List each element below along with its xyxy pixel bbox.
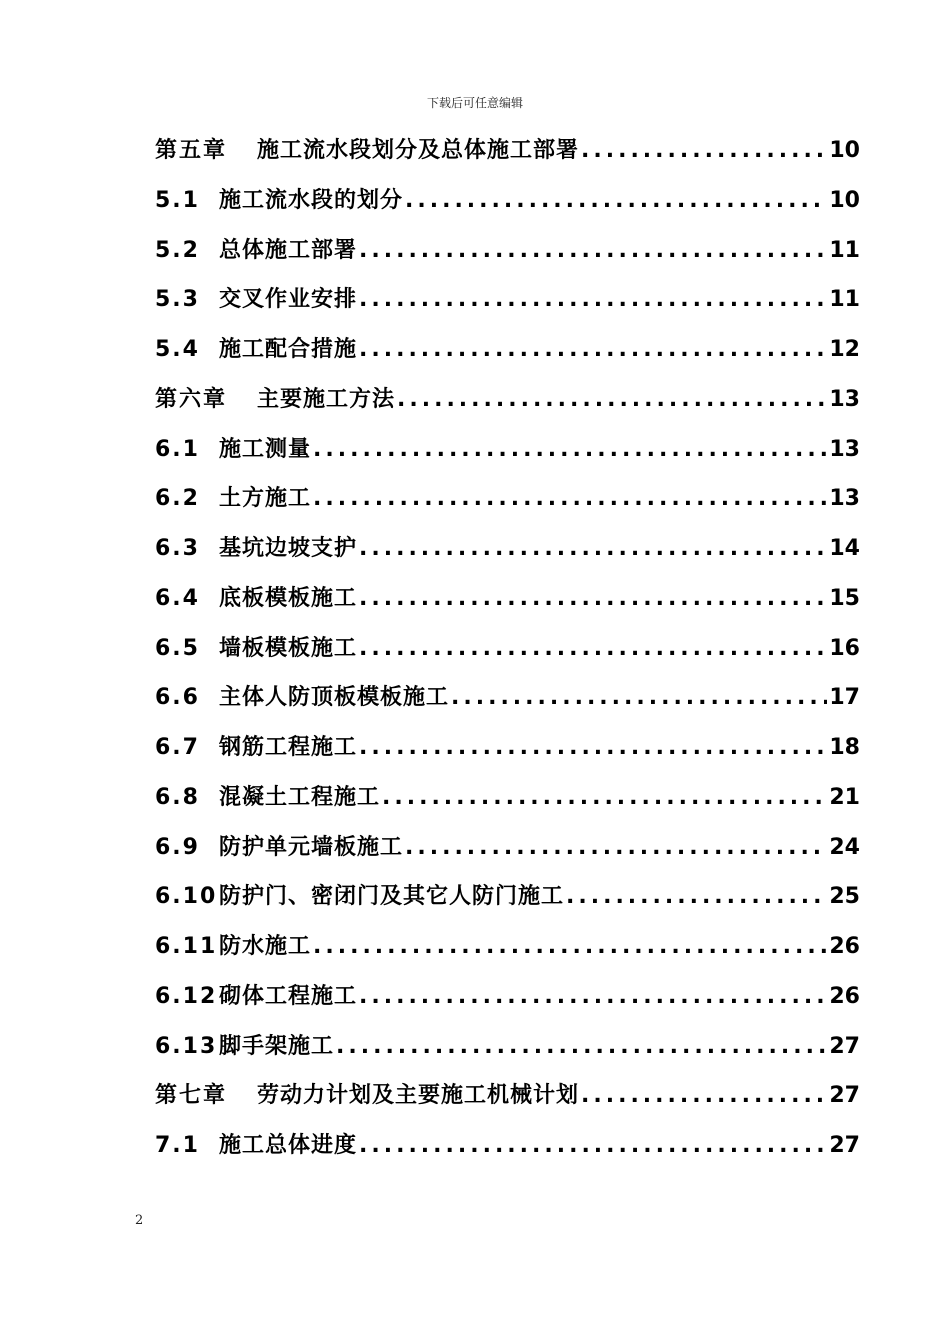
toc-section-entry[interactable] <box>155 630 860 680</box>
toc-entry-page: 25 <box>829 884 860 910</box>
toc-entry-number: 第五章 <box>155 138 228 163</box>
toc-entry-page: 27 <box>829 1133 860 1158</box>
toc-dot-leader <box>405 182 827 220</box>
toc-entry-title: 施工测量 <box>219 436 312 462</box>
toc-dot-leader <box>359 1127 827 1165</box>
toc-entry-title: 底板模板施工 <box>219 585 358 611</box>
toc-dot-leader <box>313 480 827 518</box>
toc-section-entry[interactable] <box>155 281 860 331</box>
toc-dot-leader <box>566 878 827 916</box>
toc-entry-page: 27 <box>829 1083 860 1109</box>
toc-section-entry[interactable] <box>155 1127 860 1177</box>
toc-section-entry[interactable] <box>155 530 860 580</box>
table-of-contents <box>155 132 860 1177</box>
toc-dot-leader <box>382 779 827 817</box>
toc-section-entry[interactable] <box>155 729 860 779</box>
toc-entry-title: 砌体工程施工 <box>219 983 358 1009</box>
toc-chapter-entry[interactable] <box>155 1077 860 1127</box>
toc-dot-leader <box>359 580 827 618</box>
toc-entry-number: 6.11 <box>155 934 218 959</box>
toc-entry-page: 27 <box>829 1033 860 1059</box>
toc-entry-number: 6.7 <box>155 735 200 760</box>
toc-entry-number: 6.13 <box>155 1033 218 1059</box>
toc-entry-title: 防护门、密闭门及其它人防门施工 <box>219 884 565 910</box>
toc-entry-number: 第七章 <box>155 1083 228 1109</box>
toc-entry-number: 6.9 <box>155 834 200 860</box>
toc-entry-page: 15 <box>829 585 860 611</box>
toc-entry-number: 6.8 <box>155 784 200 810</box>
toc-section-entry[interactable] <box>155 182 860 232</box>
toc-entry-title: 防水施工 <box>219 934 312 959</box>
toc-dot-leader <box>359 232 827 270</box>
toc-section-entry[interactable] <box>155 232 860 282</box>
toc-dot-leader <box>397 381 827 419</box>
toc-entry-title: 防护单元墙板施工 <box>219 834 404 860</box>
toc-entry-title: 主体人防顶板模板施工 <box>219 685 450 711</box>
toc-entry-number: 6.3 <box>155 536 200 561</box>
toc-entry-title: 交叉作业安排 <box>219 287 358 313</box>
toc-entry-number: 5.3 <box>155 287 200 313</box>
toc-dot-leader <box>405 829 827 867</box>
toc-entry-title: 基坑边坡支护 <box>219 536 358 561</box>
toc-section-entry[interactable] <box>155 829 860 879</box>
toc-entry-page: 24 <box>829 834 860 860</box>
toc-section-entry[interactable] <box>155 779 860 829</box>
toc-entry-page: 26 <box>829 983 860 1009</box>
toc-entry-number: 5.4 <box>155 337 200 362</box>
toc-dot-leader <box>581 1077 827 1115</box>
toc-section-entry[interactable] <box>155 928 860 978</box>
toc-entry-number: 6.6 <box>155 685 200 711</box>
toc-entry-title: 主要施工方法 <box>257 386 396 412</box>
toc-section-entry[interactable] <box>155 1028 860 1078</box>
toc-entry-page: 12 <box>829 337 860 362</box>
toc-entry-number: 7.1 <box>155 1133 200 1158</box>
toc-entry-page: 26 <box>829 934 860 959</box>
toc-entry-number: 6.1 <box>155 436 200 462</box>
toc-dot-leader <box>313 431 827 469</box>
toc-dot-leader <box>359 281 827 319</box>
toc-dot-leader <box>451 679 827 717</box>
toc-entry-number: 5.2 <box>155 237 200 263</box>
toc-entry-page: 16 <box>829 635 860 661</box>
toc-dot-leader <box>313 928 827 966</box>
toc-dot-leader <box>336 1028 827 1066</box>
toc-dot-leader <box>581 132 827 170</box>
toc-entry-page: 11 <box>829 287 860 313</box>
toc-dot-leader <box>359 530 827 568</box>
toc-entry-number: 6.12 <box>155 983 218 1009</box>
toc-dot-leader <box>359 630 827 668</box>
toc-section-entry[interactable] <box>155 431 860 481</box>
toc-entry-page: 18 <box>829 735 860 760</box>
toc-entry-title: 脚手架施工 <box>219 1033 335 1059</box>
toc-entry-page: 13 <box>829 436 860 462</box>
toc-entry-page: 13 <box>829 386 860 412</box>
toc-section-entry[interactable] <box>155 679 860 729</box>
toc-entry-number: 6.2 <box>155 486 200 512</box>
toc-section-entry[interactable] <box>155 978 860 1028</box>
toc-entry-title: 总体施工部署 <box>219 237 358 263</box>
toc-entry-number: 第六章 <box>155 386 228 412</box>
toc-dot-leader <box>359 729 827 767</box>
toc-entry-page: 11 <box>829 237 860 263</box>
toc-entry-title: 土方施工 <box>219 486 312 512</box>
toc-entry-title: 施工总体进度 <box>219 1133 358 1158</box>
toc-dot-leader <box>359 331 827 369</box>
toc-entry-page: 21 <box>829 784 860 810</box>
toc-entry-page: 14 <box>829 536 860 561</box>
toc-section-entry[interactable] <box>155 480 860 530</box>
toc-section-entry[interactable] <box>155 580 860 630</box>
toc-entry-title: 劳动力计划及主要施工机械计划 <box>257 1083 580 1109</box>
toc-entry-title: 施工流水段的划分 <box>219 187 404 213</box>
toc-dot-leader <box>359 978 827 1016</box>
toc-chapter-entry[interactable] <box>155 381 860 431</box>
toc-entry-title: 墙板模板施工 <box>219 635 358 661</box>
toc-entry-title: 混凝土工程施工 <box>219 784 381 810</box>
toc-entry-number: 5.1 <box>155 187 200 213</box>
toc-entry-title: 施工配合措施 <box>219 337 358 362</box>
toc-entry-page: 17 <box>829 685 860 711</box>
toc-chapter-entry[interactable] <box>155 132 860 182</box>
toc-section-entry[interactable] <box>155 878 860 928</box>
toc-entry-page: 13 <box>829 486 860 512</box>
toc-entry-number: 6.5 <box>155 635 200 661</box>
toc-entry-title: 钢筋工程施工 <box>219 735 358 760</box>
header-note: 下载后可任意编辑 <box>426 96 523 110</box>
toc-section-entry[interactable] <box>155 331 860 381</box>
toc-entry-title: 施工流水段划分及总体施工部署 <box>257 138 580 163</box>
toc-entry-number: 6.10 <box>155 884 218 910</box>
page-number: 2 <box>135 1213 144 1228</box>
toc-entry-page: 10 <box>829 138 860 163</box>
toc-entry-number: 6.4 <box>155 585 200 611</box>
toc-entry-page: 10 <box>829 187 860 213</box>
